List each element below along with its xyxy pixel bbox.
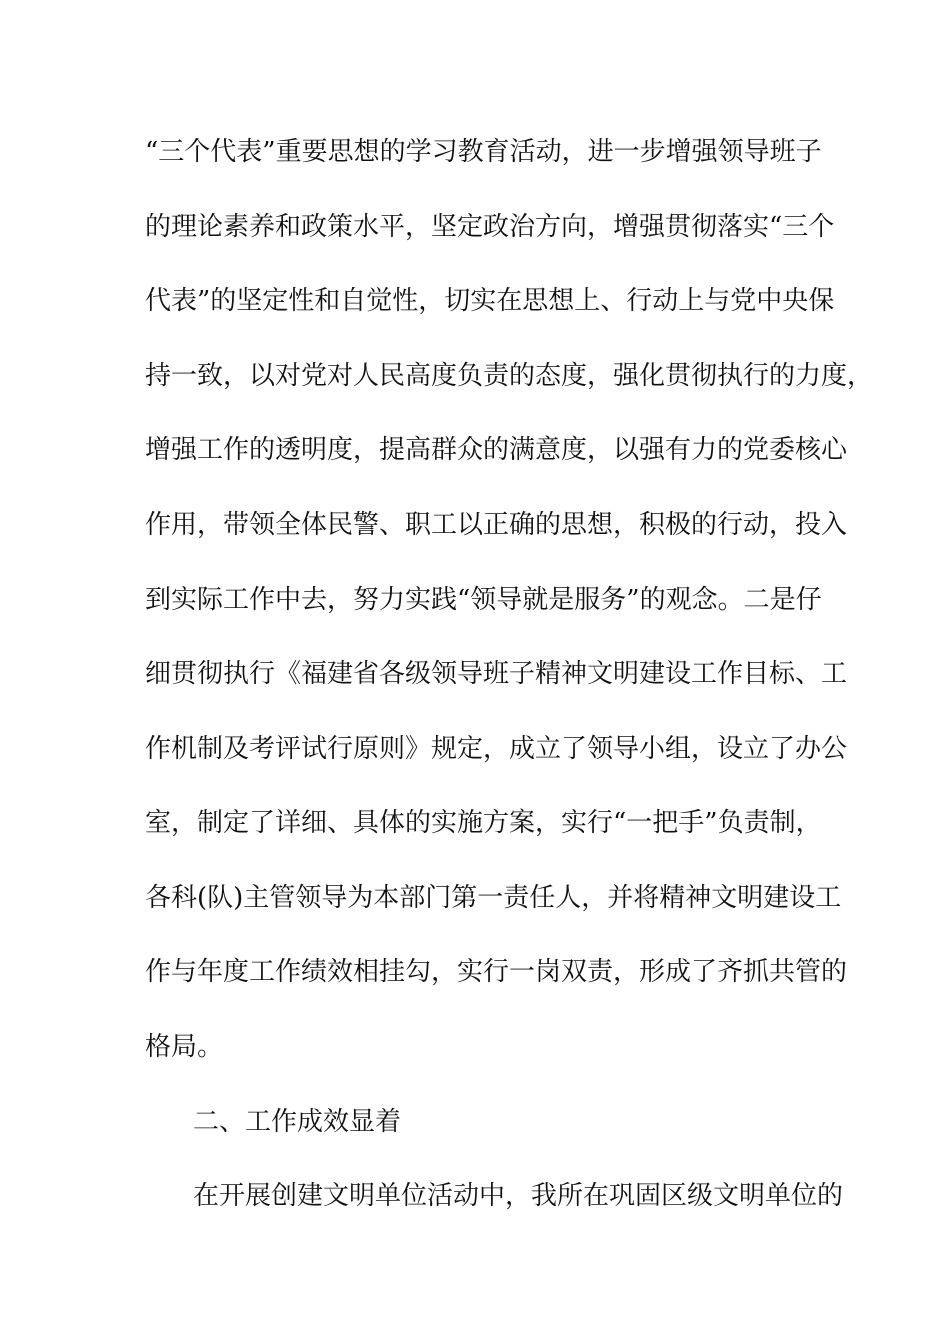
paragraph-line: 作与年度工作绩效相挂勾，实行一岗双责，形成了齐抓共管的 — [145, 957, 848, 987]
paragraph-line: 增强工作的透明度，提高群众的满意度，以强有力的党委核心 — [145, 435, 848, 465]
paragraph-line: “三个代表”重要思想的学习教育活动，进一步增强领导班子 — [145, 137, 822, 167]
paragraph-line: 细贯彻执行《福建省各级领导班子精神文明建设工作目标、工 — [145, 659, 848, 689]
paragraph-line: 作用，带领全体民警、职工以正确的思想，积极的行动，投入 — [145, 510, 848, 540]
paragraph-line: 作机制及考评试行原则》规定，成立了领导小组，设立了办公 — [145, 734, 848, 764]
section-heading: 二、工作成效显着 — [193, 1107, 402, 1137]
paragraph-line: 室，制定了详细、具体的实施方案，实行“一把手”负责制， — [145, 808, 822, 838]
paragraph-line: 在开展创建文明单位活动中，我所在巩固区级文明单位的 — [193, 1181, 844, 1211]
paragraph-line: 格局。 — [145, 1032, 224, 1062]
paragraph-line: 持一致，以对党对人民高度负责的态度，强化贯彻执行的力度， — [145, 361, 874, 391]
paragraph-line: 代表”的坚定性和自觉性，切实在思想上、行动上与党中央保 — [145, 286, 835, 316]
paragraph-line: 到实际工作中去，努力实践“领导就是服务”的观念。二是仔 — [145, 585, 822, 615]
paragraph-line: 各科(队)主管领导为本部门第一责任人，并将精神文明建设工 — [145, 883, 842, 913]
paragraph-line: 的理论素养和政策水平，坚定政治方向，增强贯彻落实“三个 — [145, 212, 835, 242]
